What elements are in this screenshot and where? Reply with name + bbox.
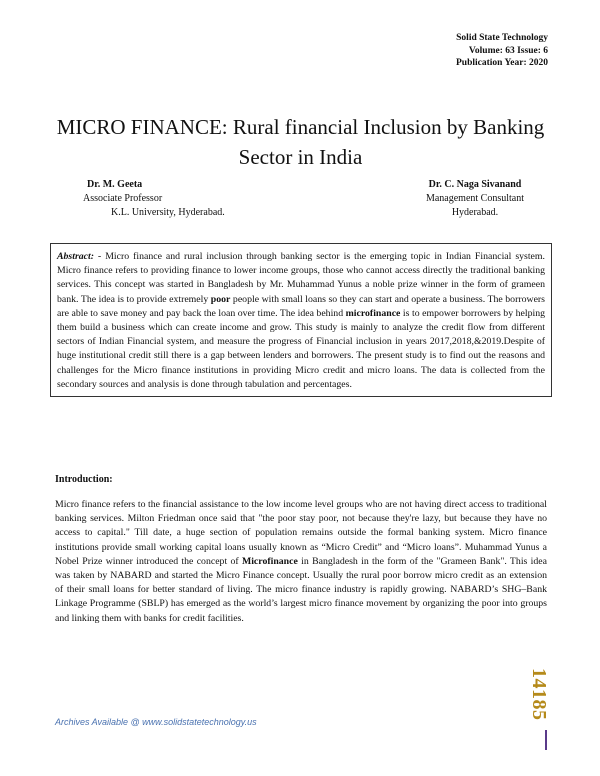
- section-heading-introduction: Introduction:: [55, 474, 113, 485]
- author-name: Dr. M. Geeta: [87, 179, 143, 190]
- archive-link[interactable]: Archives Available @ www.solidstatetechnology.us: [55, 717, 257, 727]
- journal-volume-issue: Volume: 63 Issue: 6: [468, 45, 548, 56]
- journal-header: [456, 32, 548, 70]
- abstract-text: people with small loans so they can start and operate a business. The borrowers are able to save money and pay back the loan over time. The idea behind: [57, 293, 545, 319]
- introduction-paragraph: [55, 498, 547, 626]
- author-block-1: [55, 178, 265, 220]
- page-number: 14185: [528, 668, 550, 721]
- author-affiliation: Hyderabad.: [451, 207, 499, 218]
- abstract-box: [50, 243, 552, 397]
- intro-text: Micro finance refers to the financial assistance to the low income level groups who are not having direct access to traditional banking services. Milton Friedman once said that "the poor stay poor, not because they're lazy, but because they have no access to capital." Till date, a huge section of population remains outside the formal banking system. Micro finance institutions provide small working capital loans usually known as “Micro Credit” and “Micro loans”. Muhammad Yunus a Nobel Prize winner introduced the concept of: [55, 499, 547, 567]
- author-affiliation: K.L. University, Hyderabad.: [111, 207, 225, 218]
- journal-name: Solid State Technology: [456, 33, 548, 43]
- author-block-2: [390, 178, 560, 220]
- abstract-label: Abstract: -: [57, 251, 102, 262]
- abstract-text: is to empower borrowers by helping them build a business which can create income and grow. This study is mainly to analyze the credit flow from different sectors of Indian Financial system, and measure the progress of Financial inclusion in years 2017,2018,&2019.Despite of huge institutional credit still there is a gap between lenders and borrowers. The present study is to find out the reasons and challenges for the Micro finance institutions in providing Micro credit and micro loans. The data is collected from the secondary sources and analysis is done through tabulation and percentages.: [57, 307, 546, 390]
- intro-emphasis: Microfinance: [241, 555, 298, 567]
- author-name: Dr. C. Naga Sivanand: [428, 179, 522, 190]
- intro-text: in Bangladesh in the form of the "Grameen Bank". This idea was taken by NABARD and started the Micro Finance concept. Usually the rural poor borrow micro credit as an extension of their small loans for better standard of living. The micro finance industry is rapidly growing. NABARD’s SHG–Bank Linkage Programme (SBLP) has emerged as the world’s largest micro finance movement by organizing the poor into groups and linking them with banks for credit facilities.: [55, 555, 547, 624]
- author-role: Management Consultant: [425, 193, 525, 204]
- journal-publication-year: Publication Year: 2020: [455, 58, 548, 68]
- abstract-emphasis: poor: [210, 293, 231, 305]
- page-number-bar: [545, 730, 547, 750]
- paper-title: MICRO FINANCE: Rural financial Inclusion by Banking Sector in India: [56, 115, 545, 170]
- abstract-emphasis: microfinance: [345, 307, 401, 319]
- author-role: Associate Professor: [83, 193, 163, 204]
- abstract-text: Micro finance and rural inclusion through banking sector is the emerging topic in Indian Financial system. Micro finance refers to providing finance to lower income groups, those who cannot access directly the traditional banking services. This concept was started in Bangladesh by Mr. Muhammad Yunus a noble prize winner in the form of grameen bank. The idea is to provide extremely: [57, 251, 545, 305]
